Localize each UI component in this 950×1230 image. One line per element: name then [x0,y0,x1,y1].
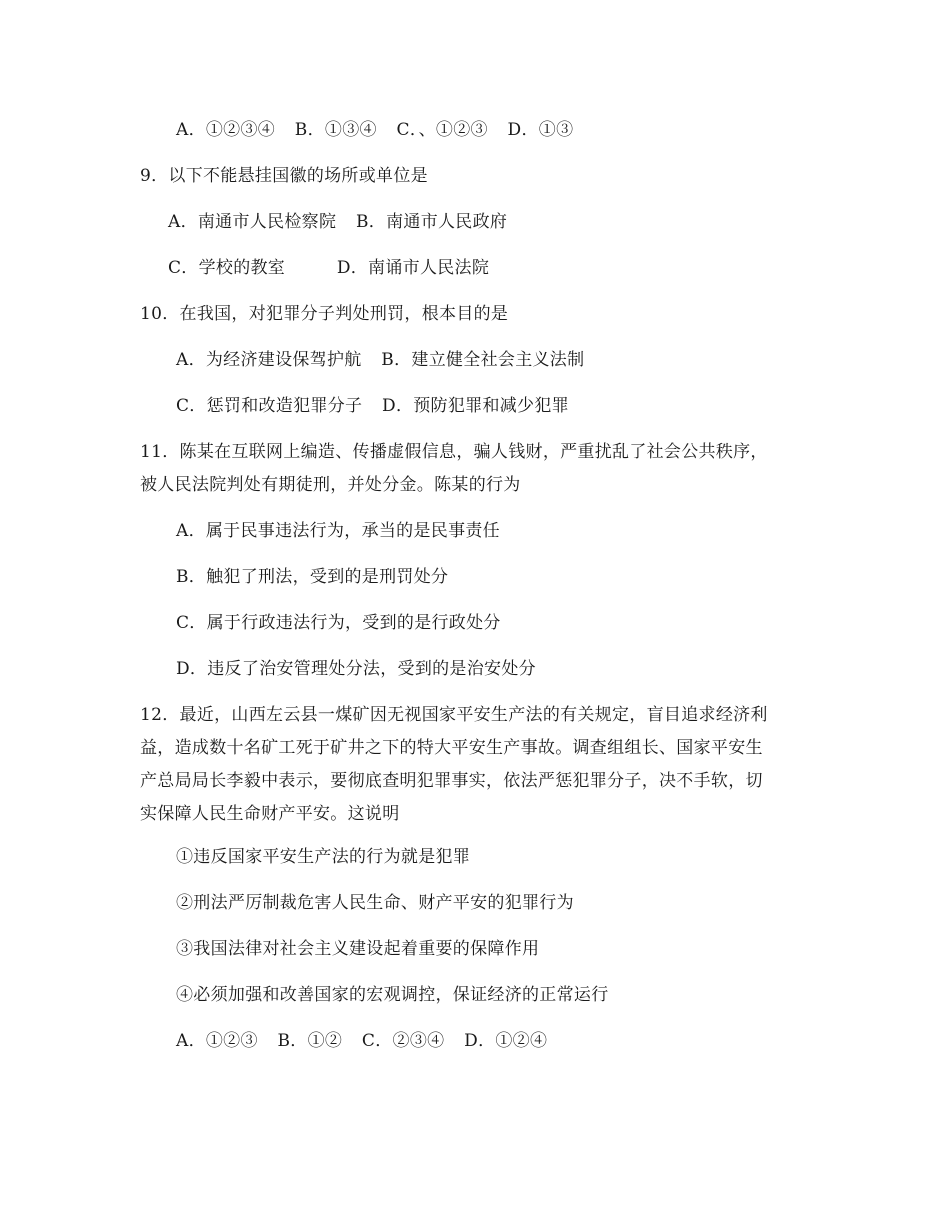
q12-statement-3: ③我国法律对社会主义建设起着重要的保障作用 [176,939,540,959]
q12-stem-line-4: 实保障人民生命财产平安。这说明 [140,804,400,824]
q10-option-c: C．惩罚和改造犯罪分子 [176,396,363,416]
q12-option-d: D．①②④ [464,1031,548,1051]
q12-options-row [176,1029,547,1053]
q10-option-d: D．预防犯罪和减少犯罪 [382,396,569,416]
q12-option-a: A．①②③ [176,1031,258,1051]
q8-option-b: B．①③④ [294,120,377,140]
q8-option-c: C．、①②③ [396,120,488,140]
q8-option-a: A．①②③④ [176,120,276,140]
q9-option-d: D．南诵市人民法院 [336,258,490,278]
q11-option-a: A．属于民事违法行为，承当的是民事责任 [176,521,500,541]
q10-option-b: B．建立健全社会主义法制 [381,350,585,370]
q10-options-row-1 [176,348,584,372]
q11-option-c: C．属于行政违法行为，受到的是行政处分 [176,613,501,633]
q9-option-c: C．学校的教室 [168,258,286,278]
q10-option-a: A．为经济建设保驾护航 [176,350,362,370]
q9-options-row-2 [168,256,489,280]
q12-statement-2: ②刑法严厉制裁危害人民生命、财产平安的犯罪行为 [176,893,574,913]
q8-options-row [176,118,573,142]
q11-option-d: D．违反了治安管理处分法，受到的是治安处分 [176,659,536,679]
q9-option-b: B．南通市人民政府 [356,212,508,232]
q12-statement-4: ④必须加强和改善国家的宏观调控，保证经济的正常运行 [176,985,609,1005]
q8-option-d: D．①③ [507,120,574,140]
q12-stem-line-1: 12．最近，山西左云县一煤矿因无视国家平安生产法的有关规定，盲目追求经济利 [140,705,768,725]
q11-option-b: B．触犯了刑法，受到的是刑罚处分 [176,567,449,587]
q12-stem-line-2: 益，造成数十名矿工死于矿井之下的特大平安生产事故。调查组组长、国家平安生 [140,738,763,758]
q11-stem-line-2: 被人民法院判处有期徒刑，并处分金。陈某的行为 [140,475,521,495]
q12-option-c: C．②③④ [361,1031,445,1051]
q9-options-row-1 [168,210,507,234]
q9-stem: 9．以下不能悬挂国徽的场所或单位是 [140,166,428,186]
q10-options-row-2 [176,394,569,418]
q12-option-b: B．①② [277,1031,343,1051]
q10-stem: 10．在我国，对犯罪分子判处刑罚，根本目的是 [140,304,509,324]
q12-statement-1: ①违反国家平安生产法的行为就是犯罪 [176,847,471,867]
q12-stem-line-3: 产总局局长李毅中表示，要彻底查明犯罪事实，依法严惩犯罪分子，决不手软，切 [140,771,763,791]
q9-option-a: A．南通市人民检察院 [168,212,337,232]
q11-stem-line-1: 11．陈某在互联网上编造、传播虚假信息，骗人钱财，严重扰乱了社会公共秩序， [140,442,768,462]
